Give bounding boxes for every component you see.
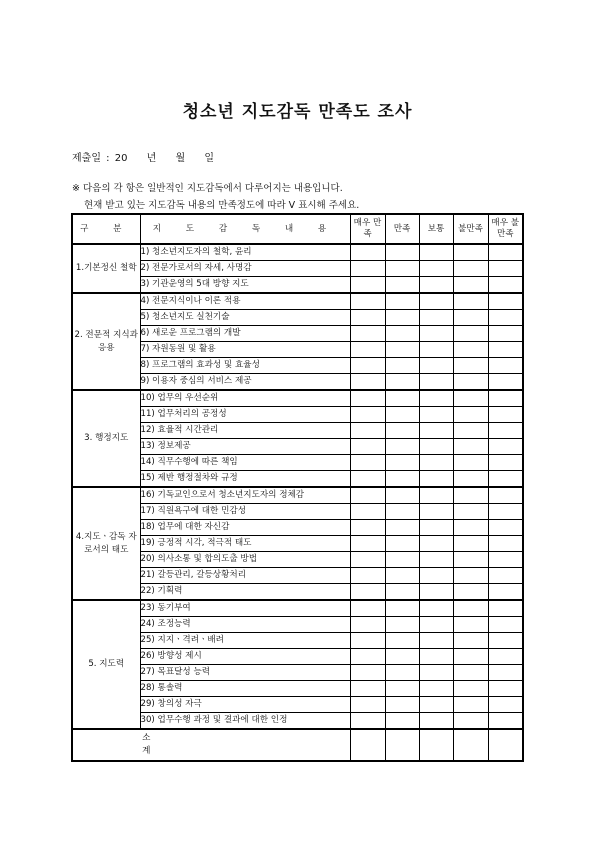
item-cell: 16) 기독교인으로서 청소년지도자의 정체감 (140, 487, 350, 504)
page-title: 청소년 지도감독 만족도 조사 (182, 102, 413, 122)
table-row (72, 504, 523, 520)
rating-cell-very-satisfied[interactable] (350, 244, 385, 261)
rating-cell-very-dissatisfied[interactable] (488, 552, 523, 568)
table-row (72, 277, 523, 294)
table-row (72, 600, 523, 617)
rating-cell-very-dissatisfied[interactable] (488, 277, 523, 294)
rating-cell-dissatisfied[interactable] (453, 665, 488, 681)
rating-cell-neutral[interactable] (419, 326, 453, 342)
month-unit: 월 (175, 153, 186, 164)
rating-cell-dissatisfied[interactable] (453, 487, 488, 504)
survey-table (71, 213, 524, 762)
rating-cell-satisfied[interactable] (385, 310, 419, 326)
item-cell: 23) 동기부여 (140, 600, 350, 617)
table-row (72, 552, 523, 568)
rating-cell-very-satisfied[interactable] (350, 407, 385, 423)
rating-cell-satisfied[interactable] (385, 552, 419, 568)
rating-cell-very-satisfied[interactable] (350, 504, 385, 520)
rating-cell-satisfied[interactable] (385, 471, 419, 488)
rating-cell-dissatisfied[interactable] (453, 455, 488, 471)
rating-cell-very-satisfied[interactable] (350, 423, 385, 439)
rating-cell-neutral[interactable] (419, 342, 453, 358)
rating-cell-very-satisfied[interactable] (350, 600, 385, 617)
rating-cell-very-satisfied[interactable] (350, 649, 385, 665)
table-row (72, 665, 523, 681)
rating-cell-very-satisfied[interactable] (350, 358, 385, 374)
table-row (72, 617, 523, 633)
rating-cell-neutral[interactable] (419, 520, 453, 536)
rating-cell-dissatisfied[interactable] (453, 617, 488, 633)
rating-cell-satisfied[interactable] (385, 633, 419, 649)
total-cell-satisfied[interactable] (385, 729, 419, 761)
item-cell: 30) 업무수행 과정 및 결과에 대한 인정 (140, 713, 350, 730)
item-cell: 4) 전문지식이나 이론 적용 (140, 293, 350, 310)
rating-cell-very-dissatisfied[interactable] (488, 600, 523, 617)
item-cell: 13) 정보제공 (140, 439, 350, 455)
item-cell: 1) 청소년지도자의 철학, 윤리 (140, 244, 350, 261)
rating-cell-satisfied[interactable] (385, 390, 419, 407)
rating-cell-satisfied[interactable] (385, 487, 419, 504)
rating-cell-dissatisfied[interactable] (453, 552, 488, 568)
rating-cell-satisfied[interactable] (385, 649, 419, 665)
rating-cell-neutral[interactable] (419, 633, 453, 649)
rating-cell-very-dissatisfied[interactable] (488, 423, 523, 439)
category-cell: 2. 전문적 지식과 응용 (72, 293, 140, 390)
header-satisfied: 만족 (385, 214, 419, 244)
table-row (72, 293, 523, 310)
header-very-dissatisfied: 매우 불만족 (488, 214, 523, 244)
rating-cell-dissatisfied[interactable] (453, 407, 488, 423)
rating-cell-very-dissatisfied[interactable] (488, 617, 523, 633)
total-label: 소 계 (72, 729, 350, 761)
rating-cell-dissatisfied[interactable] (453, 600, 488, 617)
rating-cell-neutral[interactable] (419, 261, 453, 277)
rating-cell-dissatisfied[interactable] (453, 568, 488, 584)
table-row (72, 407, 523, 423)
rating-cell-very-satisfied[interactable] (350, 681, 385, 697)
item-cell: 26) 방향성 제시 (140, 649, 350, 665)
rating-cell-neutral[interactable] (419, 681, 453, 697)
rating-cell-very-satisfied[interactable] (350, 487, 385, 504)
rating-cell-very-satisfied[interactable] (350, 471, 385, 488)
table-row (72, 487, 523, 504)
rating-cell-neutral[interactable] (419, 568, 453, 584)
year-unit: 년 (146, 153, 157, 164)
rating-cell-satisfied[interactable] (385, 423, 419, 439)
rating-cell-very-dissatisfied[interactable] (488, 261, 523, 277)
rating-cell-very-dissatisfied[interactable] (488, 244, 523, 261)
rating-cell-satisfied[interactable] (385, 584, 419, 601)
item-cell: 27) 목표달성 능력 (140, 665, 350, 681)
item-cell: 2) 전문가로서의 자세, 사명감 (140, 261, 350, 277)
rating-cell-neutral[interactable] (419, 504, 453, 520)
rating-cell-very-satisfied[interactable] (350, 326, 385, 342)
rating-cell-satisfied[interactable] (385, 293, 419, 310)
rating-cell-very-dissatisfied[interactable] (488, 713, 523, 730)
total-cell-neutral[interactable] (419, 729, 453, 761)
rating-cell-neutral[interactable] (419, 310, 453, 326)
table-row (72, 439, 523, 455)
category-cell: 5. 지도력 (72, 600, 140, 729)
rating-cell-very-dissatisfied[interactable] (488, 568, 523, 584)
rating-cell-satisfied[interactable] (385, 504, 419, 520)
rating-cell-neutral[interactable] (419, 487, 453, 504)
rating-cell-satisfied[interactable] (385, 342, 419, 358)
rating-cell-dissatisfied[interactable] (453, 681, 488, 697)
rating-cell-dissatisfied[interactable] (453, 504, 488, 520)
rating-cell-dissatisfied[interactable] (453, 326, 488, 342)
rating-cell-very-satisfied[interactable] (350, 568, 385, 584)
item-cell: 29) 창의성 자극 (140, 697, 350, 713)
rating-cell-very-satisfied[interactable] (350, 617, 385, 633)
table-row (72, 342, 523, 358)
rating-cell-very-dissatisfied[interactable] (488, 697, 523, 713)
item-cell: 12) 효율적 시간관리 (140, 423, 350, 439)
rating-cell-dissatisfied[interactable] (453, 293, 488, 310)
table-row (72, 568, 523, 584)
rating-cell-very-satisfied[interactable] (350, 277, 385, 294)
rating-cell-neutral[interactable] (419, 374, 453, 391)
rating-cell-neutral[interactable] (419, 697, 453, 713)
rating-cell-very-dissatisfied[interactable] (488, 665, 523, 681)
table-row (72, 326, 523, 342)
item-cell: 11) 업무처리의 공정성 (140, 407, 350, 423)
rating-cell-satisfied[interactable] (385, 455, 419, 471)
rating-cell-dissatisfied[interactable] (453, 374, 488, 391)
item-cell: 10) 업무의 우선순위 (140, 390, 350, 407)
rating-cell-very-satisfied[interactable] (350, 697, 385, 713)
rating-cell-satisfied[interactable] (385, 681, 419, 697)
table-row (72, 536, 523, 552)
rating-cell-dissatisfied[interactable] (453, 471, 488, 488)
item-cell: 22) 기획력 (140, 584, 350, 601)
rating-cell-dissatisfied[interactable] (453, 277, 488, 294)
rating-cell-very-satisfied[interactable] (350, 342, 385, 358)
rating-cell-very-dissatisfied[interactable] (488, 520, 523, 536)
rating-cell-very-dissatisfied[interactable] (488, 407, 523, 423)
rating-cell-dissatisfied[interactable] (453, 342, 488, 358)
submission-date-line (72, 149, 228, 164)
rating-cell-very-dissatisfied[interactable] (488, 584, 523, 601)
rating-cell-neutral[interactable] (419, 471, 453, 488)
notice-line-1: ※ 다음의 각 항은 일반적인 지도감독에서 다루어지는 내용입니다. (72, 183, 343, 194)
table-row (72, 633, 523, 649)
rating-cell-neutral[interactable] (419, 455, 453, 471)
rating-cell-neutral[interactable] (419, 617, 453, 633)
rating-cell-satisfied[interactable] (385, 617, 419, 633)
table-row (72, 374, 523, 391)
rating-cell-neutral[interactable] (419, 439, 453, 455)
rating-cell-dissatisfied[interactable] (453, 244, 488, 261)
header-category: 구 분 (72, 214, 140, 244)
rating-cell-neutral[interactable] (419, 277, 453, 294)
rating-cell-dissatisfied[interactable] (453, 520, 488, 536)
table-row (72, 455, 523, 471)
item-cell: 17) 직원욕구에 대한 민감성 (140, 504, 350, 520)
item-cell: 24) 조정능력 (140, 617, 350, 633)
total-row (72, 729, 523, 761)
rating-cell-very-satisfied[interactable] (350, 261, 385, 277)
category-cell: 4.지도ㆍ감독 자로서의 태도 (72, 487, 140, 600)
rating-cell-neutral[interactable] (419, 536, 453, 552)
rating-cell-satisfied[interactable] (385, 244, 419, 261)
rating-cell-satisfied[interactable] (385, 439, 419, 455)
header-row (72, 214, 523, 244)
rating-cell-neutral[interactable] (419, 293, 453, 310)
table-row (72, 520, 523, 536)
rating-cell-very-dissatisfied[interactable] (488, 342, 523, 358)
table-row (72, 697, 523, 713)
survey-body (72, 244, 523, 729)
rating-cell-very-satisfied[interactable] (350, 455, 385, 471)
rating-cell-very-dissatisfied[interactable] (488, 326, 523, 342)
rating-cell-satisfied[interactable] (385, 358, 419, 374)
submission-date-label: 제출일 : 20 (72, 153, 128, 164)
total-cell-dissatisfied[interactable] (453, 729, 488, 761)
table-row (72, 471, 523, 488)
table-row (72, 713, 523, 730)
rating-cell-very-dissatisfied[interactable] (488, 310, 523, 326)
rating-cell-very-dissatisfied[interactable] (488, 536, 523, 552)
item-cell: 28) 통솔력 (140, 681, 350, 697)
table-row (72, 261, 523, 277)
rating-cell-very-satisfied[interactable] (350, 374, 385, 391)
rating-cell-very-satisfied[interactable] (350, 390, 385, 407)
rating-cell-very-satisfied[interactable] (350, 665, 385, 681)
header-very-satisfied: 매우 만족 (350, 214, 385, 244)
rating-cell-satisfied[interactable] (385, 326, 419, 342)
rating-cell-satisfied[interactable] (385, 568, 419, 584)
rating-cell-dissatisfied[interactable] (453, 439, 488, 455)
rating-cell-neutral[interactable] (419, 665, 453, 681)
rating-cell-neutral[interactable] (419, 244, 453, 261)
rating-cell-satisfied[interactable] (385, 520, 419, 536)
rating-cell-very-satisfied[interactable] (350, 713, 385, 730)
rating-cell-very-satisfied[interactable] (350, 293, 385, 310)
rating-cell-dissatisfied[interactable] (453, 649, 488, 665)
rating-cell-satisfied[interactable] (385, 277, 419, 294)
rating-cell-satisfied[interactable] (385, 600, 419, 617)
rating-cell-neutral[interactable] (419, 358, 453, 374)
table-row (72, 310, 523, 326)
rating-cell-very-dissatisfied[interactable] (488, 649, 523, 665)
item-cell: 8) 프로그램의 효과성 및 효율성 (140, 358, 350, 374)
table-row (72, 390, 523, 407)
rating-cell-dissatisfied[interactable] (453, 697, 488, 713)
rating-cell-dissatisfied[interactable] (453, 423, 488, 439)
rating-cell-satisfied[interactable] (385, 407, 419, 423)
rating-cell-neutral[interactable] (419, 584, 453, 601)
item-cell: 20) 의사소통 및 합의도출 방법 (140, 552, 350, 568)
rating-cell-very-satisfied[interactable] (350, 536, 385, 552)
rating-cell-very-satisfied[interactable] (350, 439, 385, 455)
item-cell: 18) 업무에 대한 자신감 (140, 520, 350, 536)
rating-cell-neutral[interactable] (419, 423, 453, 439)
item-cell: 19) 긍정적 시각, 적극적 태도 (140, 536, 350, 552)
rating-cell-dissatisfied[interactable] (453, 390, 488, 407)
header-content: 지 도 감 독 내 용 (140, 214, 350, 244)
item-cell: 25) 지지ㆍ격려ㆍ배려 (140, 633, 350, 649)
rating-cell-dissatisfied[interactable] (453, 358, 488, 374)
table-row (72, 649, 523, 665)
rating-cell-very-satisfied[interactable] (350, 310, 385, 326)
total-cell-very-dissatisfied[interactable] (488, 729, 523, 761)
rating-cell-very-satisfied[interactable] (350, 633, 385, 649)
table-row (72, 423, 523, 439)
rating-cell-neutral[interactable] (419, 407, 453, 423)
rating-cell-very-satisfied[interactable] (350, 520, 385, 536)
rating-cell-neutral[interactable] (419, 649, 453, 665)
item-cell: 21) 갈등관리, 갈등상황처리 (140, 568, 350, 584)
rating-cell-very-dissatisfied[interactable] (488, 439, 523, 455)
rating-cell-very-dissatisfied[interactable] (488, 455, 523, 471)
rating-cell-satisfied[interactable] (385, 536, 419, 552)
item-cell: 6) 새로운 프로그램의 개발 (140, 326, 350, 342)
rating-cell-very-dissatisfied[interactable] (488, 487, 523, 504)
rating-cell-dissatisfied[interactable] (453, 633, 488, 649)
rating-cell-very-dissatisfied[interactable] (488, 681, 523, 697)
rating-cell-very-dissatisfied[interactable] (488, 504, 523, 520)
header-dissatisfied: 불만족 (453, 214, 488, 244)
item-cell: 7) 자원동원 및 활용 (140, 342, 350, 358)
rating-cell-very-dissatisfied[interactable] (488, 471, 523, 488)
rating-cell-satisfied[interactable] (385, 697, 419, 713)
table-row (72, 358, 523, 374)
rating-cell-very-dissatisfied[interactable] (488, 358, 523, 374)
total-cell-very-satisfied[interactable] (350, 729, 385, 761)
notice-line-2: 현재 받고 있는 지도감독 내용의 만족정도에 따라 V 표시해 주세요. (84, 200, 360, 211)
rating-cell-dissatisfied[interactable] (453, 261, 488, 277)
header-neutral: 보통 (419, 214, 453, 244)
rating-cell-neutral[interactable] (419, 713, 453, 730)
rating-cell-satisfied[interactable] (385, 665, 419, 681)
rating-cell-very-dissatisfied[interactable] (488, 293, 523, 310)
day-unit: 일 (204, 153, 215, 164)
rating-cell-neutral[interactable] (419, 600, 453, 617)
rating-cell-dissatisfied[interactable] (453, 536, 488, 552)
rating-cell-neutral[interactable] (419, 390, 453, 407)
category-cell: 3. 행정지도 (72, 390, 140, 487)
category-cell: 1.기본정신 철학 (72, 244, 140, 293)
item-cell: 15) 제반 행정절차와 규정 (140, 471, 350, 488)
rating-cell-dissatisfied[interactable] (453, 713, 488, 730)
item-cell: 3) 기관운영의 5대 방향 지도 (140, 277, 350, 294)
rating-cell-satisfied[interactable] (385, 374, 419, 391)
rating-cell-very-satisfied[interactable] (350, 552, 385, 568)
item-cell: 14) 직무수행에 따른 책임 (140, 455, 350, 471)
rating-cell-dissatisfied[interactable] (453, 584, 488, 601)
rating-cell-satisfied[interactable] (385, 713, 419, 730)
rating-cell-very-satisfied[interactable] (350, 584, 385, 601)
rating-cell-very-dissatisfied[interactable] (488, 390, 523, 407)
rating-cell-neutral[interactable] (419, 552, 453, 568)
rating-cell-very-dissatisfied[interactable] (488, 374, 523, 391)
table-row (72, 681, 523, 697)
rating-cell-dissatisfied[interactable] (453, 310, 488, 326)
item-cell: 5) 청소년지도 실천기술 (140, 310, 350, 326)
item-cell: 9) 이용자 중심의 서비스 제공 (140, 374, 350, 391)
rating-cell-satisfied[interactable] (385, 261, 419, 277)
table-row (72, 584, 523, 601)
table-row (72, 244, 523, 261)
rating-cell-very-dissatisfied[interactable] (488, 633, 523, 649)
